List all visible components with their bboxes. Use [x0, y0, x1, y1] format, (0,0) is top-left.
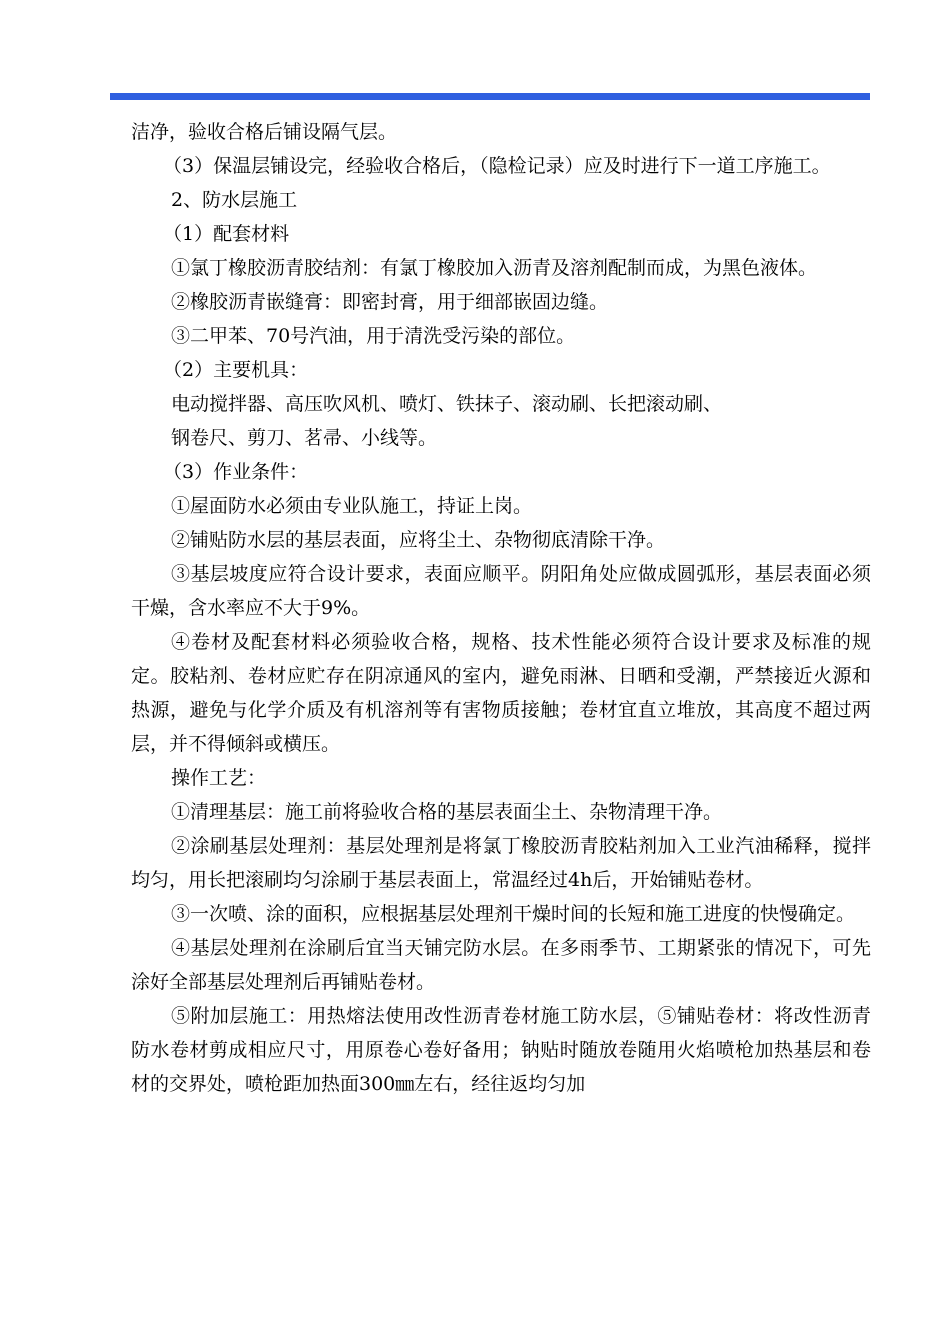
document-body [131, 115, 871, 1101]
list-item: ①氯丁橡胶沥青胶结剂：有氯丁橡胶加入沥青及溶剂配制而成，为黑色液体。 [171, 257, 818, 279]
list-item: ④卷材及配套材料必须验收合格，规格、技术性能必须符合设计要求及标准的规定。胶粘剂、卷材应贮存在阴凉通风的室内，避免雨淋、日晒和受潮，严禁接近火源和热源，避免与化学介质及有机溶剂等有害物质接触；卷材宜直立堆放，其高度不超过两层，并不得倾斜或横压。 [131, 631, 871, 755]
header-rule [110, 93, 870, 100]
subsection-heading: （1）配套材料 [163, 223, 290, 245]
paragraph: 洁净，验收合格后铺设隔气层。 [131, 121, 398, 143]
list-item: ②橡胶沥青嵌缝膏：即密封膏，用于细部嵌固边缝。 [171, 291, 609, 313]
paragraph: 钢卷尺、剪刀、茗帚、小线等。 [171, 427, 438, 449]
subsection-heading: （3）作业条件： [163, 461, 309, 483]
list-item: ⑤附加层施工：用热熔法使用改性沥青卷材施工防水层，⑤铺贴卷材：将改性沥青防水卷材剪成相应尺寸，用原卷心卷好备用；钠贴时随放卷随用火焰喷枪加热基层和卷材的交界处，喷枪距加热面300㎜左右，经往返均匀加 [131, 1005, 871, 1095]
list-item: ③二甲苯、70号汽油，用于清洗受污染的部位。 [171, 325, 576, 347]
section-heading: 2、防水层施工 [171, 189, 298, 211]
list-item: ④基层处理剂在涂刷后宜当天铺完防水层。在多雨季节、工期紧张的情况下，可先涂好全部基层处理剂后再铺贴卷材。 [131, 937, 871, 993]
list-item: ①清理基层：施工前将验收合格的基层表面尘土、杂物清理干净。 [171, 801, 723, 823]
list-item: ③一次喷、涂的面积，应根据基层处理剂干燥时间的长短和施工进度的快慢确定。 [171, 903, 856, 925]
subsection-heading: （2）主要机具： [163, 359, 309, 381]
paragraph: 电动搅拌器、高压吹风机、喷灯、铁抹子、滚动刷、长把滚动刷、 [171, 393, 723, 415]
paragraph: （3）保温层铺设完，经验收合格后，（隐检记录）应及时进行下一道工序施工。 [163, 155, 831, 177]
subsection-heading: 操作工艺： [171, 767, 267, 789]
list-item: ②铺贴防水层的基层表面，应将尘土、杂物彻底清除干净。 [171, 529, 666, 551]
list-item: ②涂刷基层处理剂：基层处理剂是将氯丁橡胶沥青胶粘剂加入工业汽油稀释，搅拌均匀，用长把滚刷均匀涂刷于基层表面上，常温经过4h后，开始铺贴卷材。 [131, 835, 871, 891]
list-item: ③基层坡度应符合设计要求，表面应顺平。阴阳角处应做成圆弧形，基层表面必须干燥，含水率应不大于9%。 [131, 563, 871, 619]
list-item: ①屋面防水必须由专业队施工，持证上岗。 [171, 495, 533, 517]
